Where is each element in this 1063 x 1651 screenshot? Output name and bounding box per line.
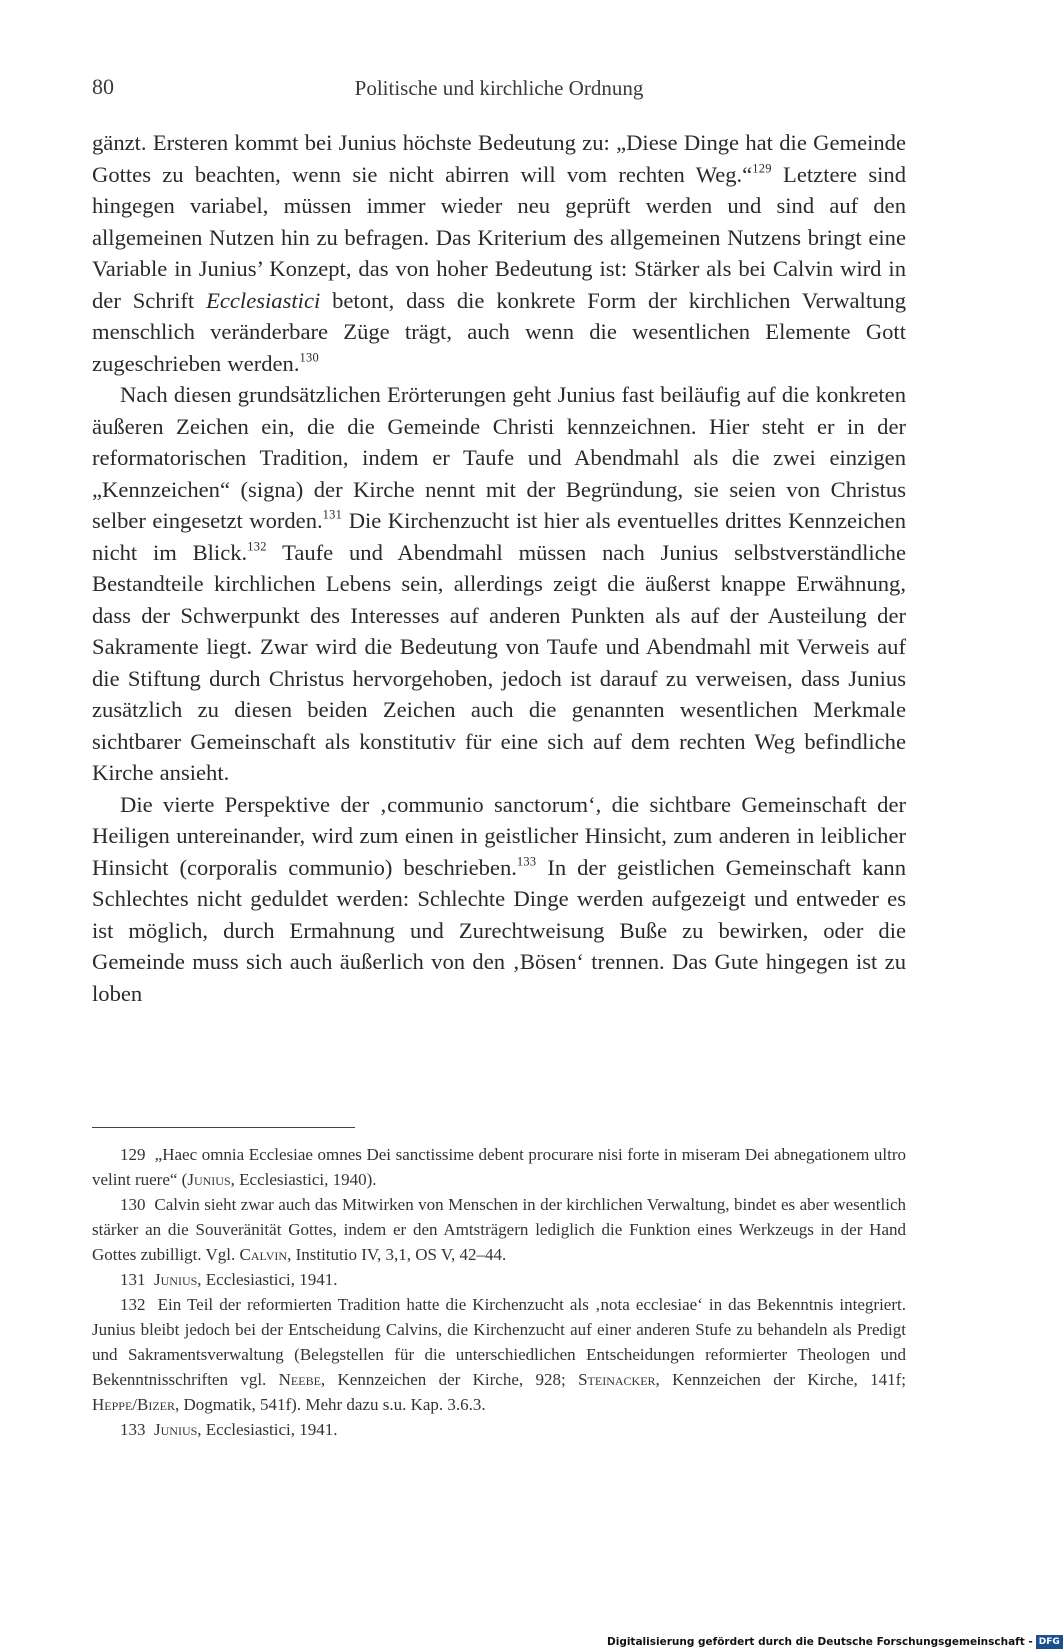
- author-name: Heppe/Bizer: [92, 1395, 176, 1414]
- work-title: Ecclesiastici: [206, 287, 321, 313]
- footnote-number: 133: [120, 1420, 146, 1439]
- footnote-text: , Institutio IV, 3,1, OS V, 42–44.: [287, 1245, 507, 1264]
- text-run: Letztere sind hingegen variabel, müssen immer wieder neu geprüft werden und sind auf den allgemeinen Nutzen hin zu befragen. Das Kriterium des allgemeinen Nutzens bringt eine Variable in Junius’ Konzept, das von hoher Bedeutung ist: Stärker als bei Calvin wird in der Schrift: [92, 161, 906, 313]
- text-run: gänzt. Ersteren kommt bei Junius höchste Bedeutung zu: „Diese Dinge hat die Gemeinde Gottes zu beachten, wenn sie nicht abirren will vom rechten Weg.“: [92, 130, 906, 187]
- text-run: Taufe und Abendmahl müssen nach Junius selbstverständliche Bestandteile kirchlichen Lebens sein, allerdings zeigt die äußerst knappe Erwähnung, dass der Schwerpunkt des Interesses auf anderen Punkten als auf der Austeilung der Sakramente liegt. Zwar wird die Bedeutung von Taufe und Abendmahl mit Verweis auf die Stiftung durch Christus hervorgehoben, jedoch ist darauf zu verweisen, dass Junius zusätzlich zu diesen beiden Zeichen auch die genannten wesentlichen Merkmale sichtbarer Gemeinschaft als konstitutiv für eine sich auf dem rechten Weg befindliche Kirche ansieht.: [92, 539, 906, 785]
- author-name: Junius: [154, 1420, 198, 1439]
- paragraph-1: [92, 127, 906, 379]
- text-run: Nach diesen grundsätzlichen Erörterungen geht Junius fast beiläufig auf die konkreten äußeren Zeichen ein, die die Gemeinde Christi kennzeichnen. Hier steht er in der reformatorischen Tradition, indem er Taufe und Abendmahl als die zwei einzigen „Kennzeichen“ (signa) der Kirche nennt mit der Begründung, sie seien von Christus selber eingesetzt worden.: [92, 382, 906, 533]
- running-title: Politische und kirchliche Ordnung: [354, 76, 644, 100]
- running-header: [92, 72, 906, 108]
- text-run: Die Kirchenzucht ist hier als eventuelles drittes Kennzeichen nicht im Blick.: [92, 508, 906, 565]
- credit-text: Digitalisierung gefördert durch die Deutsche Forschungsgemeinschaft -: [607, 1636, 1033, 1648]
- footnote-ref-132[interactable]: 132: [247, 539, 267, 554]
- footnote-text: , Ecclesiastici, 1940).: [230, 1170, 377, 1189]
- footnote-text: , Ecclesiastici, 1941.: [197, 1420, 338, 1439]
- footnote-text: , Dogmatik, 541f). Mehr dazu s.u. Kap. 3.6.3.: [175, 1395, 486, 1414]
- footnote-133: [92, 1417, 906, 1442]
- footnote-132: [92, 1292, 906, 1417]
- footnote-number: 129: [120, 1145, 146, 1164]
- footnote-text: Calvin sieht zwar auch das Mitwirken von Menschen in der kirchlichen Verwaltung, bindet es aber wesentlich stärker an die Souveränität Gottes, indem er den Amtsträgern lediglich die Funktion eines Werkzeugs in der Hand Gottes zubilligt. Vgl.: [92, 1195, 906, 1264]
- footnote-130: [92, 1192, 906, 1267]
- footnote-text: , Kennzeichen der Kirche, 141f;: [655, 1370, 906, 1389]
- footnote-ref-130[interactable]: 130: [299, 350, 320, 365]
- digitization-credit: [607, 1633, 1060, 1651]
- footnote-number: 131: [120, 1270, 146, 1289]
- text-run: In der geistlichen Gemeinschaft kann Schlechtes nicht geduldet werden: Schlechte Dinge werden aufgezeigt und entweder es ist möglich, durch Ermahnung und Zurechtweisung Buße zu bewirken, oder die Gemeinde muss sich auch äußerlich von den ‚Bösen‘ trennen. Das Gute hingegen ist zu loben: [92, 854, 906, 1006]
- page-number: 80: [92, 74, 114, 99]
- footnote-number: 130: [120, 1195, 146, 1214]
- footnote-text: „Haec omnia Ecclesiae omnes Dei sanctissime debent procurare nisi forte in miseram Dei abnegationem ultro velint ruere“ (: [92, 1145, 907, 1189]
- footnote-number: 132: [120, 1295, 146, 1314]
- footnote-129: [92, 1142, 906, 1192]
- paragraph-3: [92, 789, 906, 1010]
- footnote-text: , Kennzeichen der Kirche, 928;: [320, 1370, 579, 1389]
- footnotes: [92, 1142, 906, 1442]
- dfg-logo: DFG: [1036, 1635, 1063, 1649]
- author-name: Calvin: [239, 1245, 288, 1264]
- author-name: Steinacker: [578, 1370, 656, 1389]
- footnote-ref-129[interactable]: 129: [752, 161, 772, 176]
- footnote-131: [92, 1267, 906, 1292]
- text-run: betont, dass die konkrete Form der kirchlichen Verwaltung menschlich veränderbare Züge trägt, auch wenn die wesentlichen Elemente Gott zugeschrieben werden.: [92, 287, 906, 376]
- text-run: Die vierte Perspektive der ‚communio sanctorum‘, die sichtbare Gemeinschaft der Heiligen untereinander, wird zum einen in geistlicher Hinsicht, zum anderen in leiblicher Hinsicht (corporalis communio) beschrieben.: [92, 791, 906, 880]
- footnote-ref-133[interactable]: 133: [516, 854, 537, 869]
- footnote-text: Ein Teil der reformierten Tradition hatte die Kirchenzucht als ‚nota ecclesiae‘ in das Bekenntnis integriert. Junius bleibt jedoch bei der Entscheidung Calvins, die Kirchenzucht auf einer anderen Stufe zu behandeln als Predigt und Sakramentsverwaltung (Belegstellen für die unterschiedlichen Entscheidungen reformierter Theologen und Bekenntnisschriften vgl.: [92, 1295, 906, 1389]
- paragraph-2: [92, 379, 906, 789]
- main-text: [92, 127, 906, 1009]
- author-name: Neebe: [278, 1370, 321, 1389]
- footnote-ref-131[interactable]: 131: [322, 507, 343, 522]
- footnote-separator: [92, 1127, 355, 1128]
- author-name: Junius: [187, 1170, 231, 1189]
- footnote-text: , Ecclesiastici, 1941.: [197, 1270, 338, 1289]
- author-name: Junius: [154, 1270, 198, 1289]
